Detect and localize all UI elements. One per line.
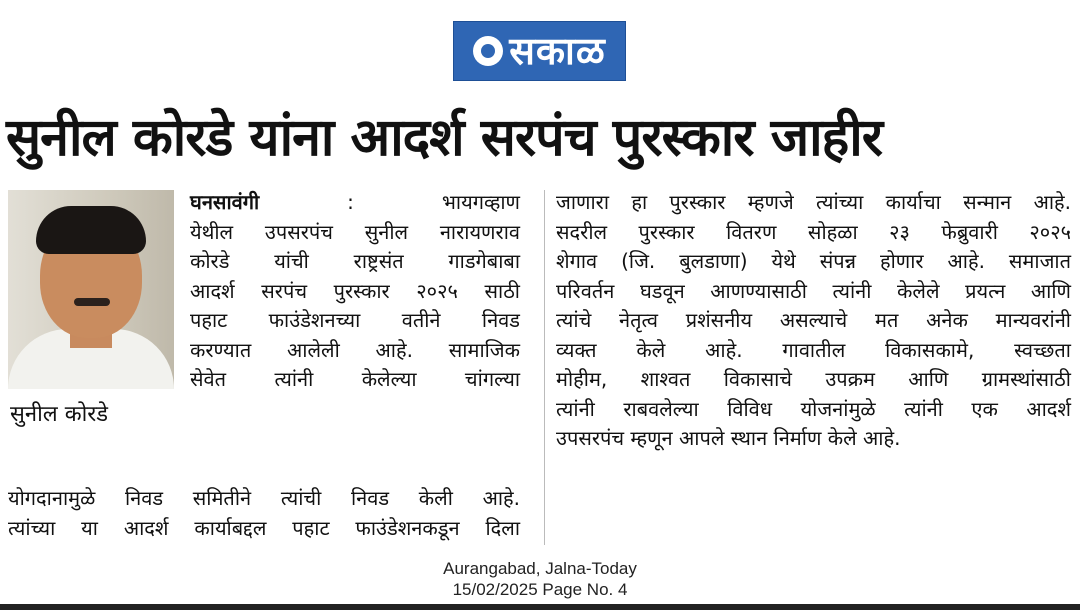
dateline-line bbox=[190, 188, 520, 218]
newspaper-masthead bbox=[453, 21, 626, 81]
article-line: परिवर्तन घडवून आणण्यासाठी त्यांनी केलेले प्रयत्न आणि bbox=[556, 278, 1071, 303]
article-line: : भायगव्हाण bbox=[347, 190, 520, 214]
bottom-border bbox=[0, 604, 1080, 610]
article-left-column-continued bbox=[8, 484, 520, 543]
article-line: आदर्श सरपंच पुरस्कार २०२५ साठी bbox=[190, 278, 520, 303]
article-line: जाणारा हा पुरस्कार म्हणजे त्यांच्या कार्याचा सन्मान आहे. bbox=[556, 190, 1071, 214]
sakal-seal-icon bbox=[473, 36, 503, 66]
article-line: कोरडे यांची राष्ट्रसंत गाडगेबाबा bbox=[190, 249, 520, 273]
article-line: त्यांचे नेतृत्व प्रशंसनीय असल्याचे मत अनेक मान्यवरांनी bbox=[556, 308, 1071, 332]
article-line: येथील उपसरपंच सुनील नारायणराव bbox=[190, 219, 520, 244]
article-line: शेगाव (जि. बुलडाणा) येथे संपन्न होणार आहे. समाजात bbox=[556, 249, 1071, 273]
column-divider bbox=[544, 190, 545, 545]
masthead-title: सकाळ bbox=[509, 29, 606, 73]
article-line: त्यांच्या या आदर्श कार्याबद्दल पहाट फाउंडेशनकडून दिला bbox=[8, 515, 520, 540]
article-line: सदरील पुरस्कार वितरण सोहळा २३ फेब्रुवारी २०२५ bbox=[556, 219, 1071, 244]
article-dateline: घनसावंगी bbox=[190, 190, 260, 214]
article-line: पहाट फाउंडेशनच्या वतीने निवड bbox=[190, 308, 520, 332]
article-headline: सुनील कोरडे यांना आदर्श सरपंच पुरस्कार जाहीर bbox=[6, 108, 883, 168]
edition-footer bbox=[380, 558, 700, 600]
article-right-column bbox=[556, 188, 1071, 454]
article-left-column bbox=[190, 188, 520, 395]
article-line: व्यक्त केले आहे. गावातील विकासकामे, स्वच्छता bbox=[556, 337, 1071, 362]
article-line: त्यांनी राबवलेल्या विविध योजनांमुळे त्यांनी एक आदर्श bbox=[556, 396, 1071, 421]
edition-date-page: 15/02/2025 Page No. 4 bbox=[452, 580, 628, 599]
portrait-photo bbox=[8, 190, 174, 389]
photo-caption: सुनील कोरडे bbox=[10, 402, 109, 427]
article-line: करण्यात आलेली आहे. सामाजिक bbox=[190, 337, 520, 362]
article-line: मोहीम, शाश्वत विकासाचे उपक्रम आणि ग्रामस्थांसाठी bbox=[556, 367, 1071, 391]
article-line: सेवेत त्यांनी केलेल्या चांगल्या bbox=[190, 367, 520, 391]
article-line: योगदानामुळे निवड समितीने त्यांची निवड केली आहे. bbox=[8, 486, 520, 510]
article-line: उपसरपंच म्हणून आपले स्थान निर्माण केले आहे. bbox=[556, 426, 901, 450]
edition-name: Aurangabad, Jalna-Today bbox=[443, 559, 637, 578]
